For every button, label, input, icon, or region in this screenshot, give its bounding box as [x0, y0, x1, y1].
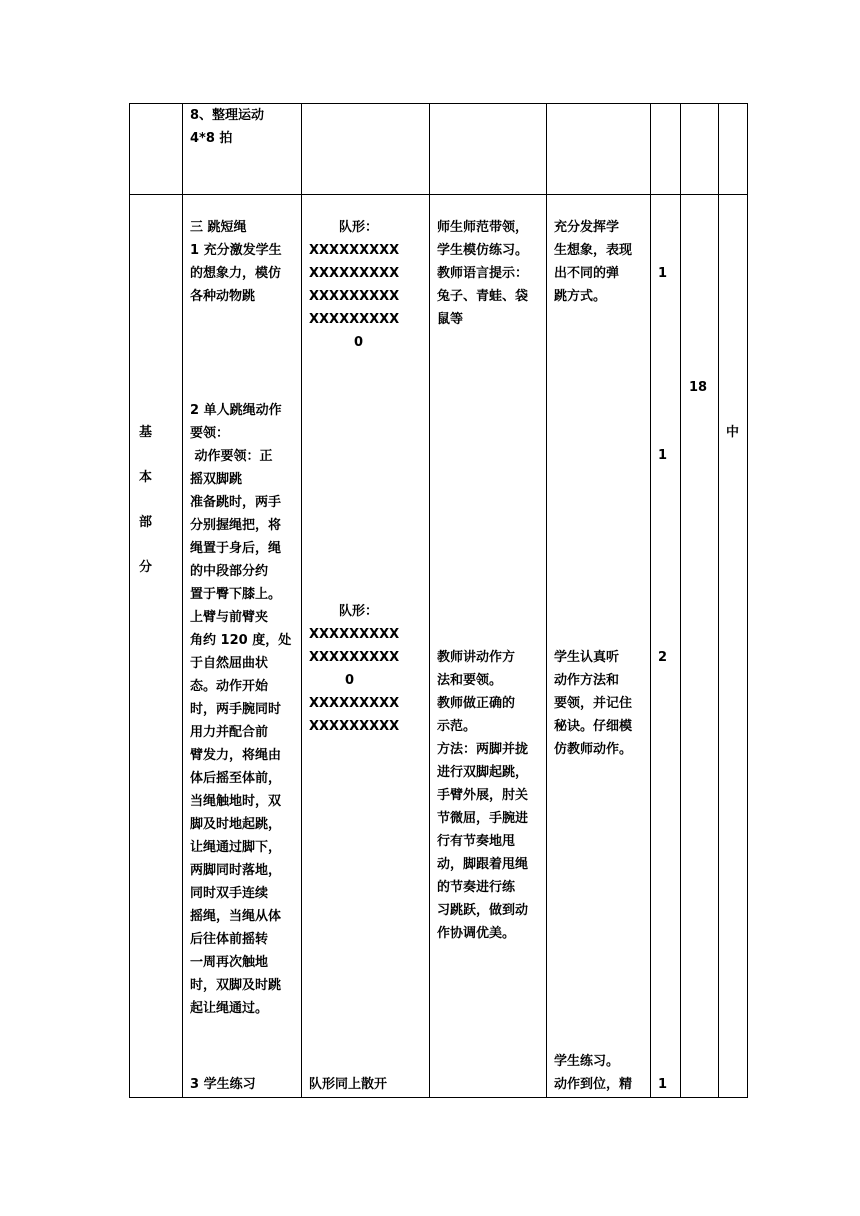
text-line: 用力并配合前 [190, 725, 269, 740]
text-line: 一周再次触地 [190, 955, 269, 970]
formation-row: XXXXXXXXX [309, 696, 400, 711]
text-line: 时，两手腕同时 [190, 702, 282, 717]
text-line: 4*8 拍 [190, 131, 233, 146]
text-line: 两脚同时落地， [190, 863, 282, 878]
student-activity-3 [554, 1050, 632, 1096]
text-line: 节微屈，手腕进 [437, 811, 529, 826]
col-border-7 [718, 103, 719, 1098]
section-label-char: 本 [139, 470, 153, 485]
repetition-count: 1 [658, 448, 668, 463]
text-line: 态。动作开始 [190, 679, 269, 694]
text-line: 于自然屈曲状 [190, 656, 269, 671]
text-line: 的中段部分约 [190, 564, 269, 579]
text-line: 充分发挥学 [554, 220, 620, 235]
col-border-1 [182, 103, 183, 1098]
student-practice-item: 3 学生练习 [190, 1077, 256, 1092]
text-line: 要领，并记住 [554, 696, 633, 711]
text-line: 的节奏进行练 [437, 880, 516, 895]
text-line: 示范。 [437, 719, 477, 734]
text-line: 学生认真听 [554, 650, 620, 665]
text-line: 脚及时地起跳， [190, 817, 282, 832]
text-line: 法和要领。 [437, 673, 503, 688]
text-line: 要领： [190, 426, 230, 441]
text-line: 时，双脚及时跳 [190, 978, 282, 993]
section-label-char: 基 [139, 425, 153, 440]
formation-label: 队形： [339, 604, 379, 619]
jump-rope-intro [190, 216, 282, 308]
teacher-position: 0 [354, 335, 364, 350]
text-line: 动作到位，精 [554, 1077, 633, 1092]
repetition-count: 1 [658, 266, 668, 281]
formation-label: 队形： [339, 220, 379, 235]
col-border-2 [301, 103, 302, 1098]
text-line: 兔子、青蛙、袋 [437, 289, 529, 304]
text-line: 后往体前摇转 [190, 932, 269, 947]
text-line: 教师讲动作方 [437, 650, 516, 665]
text-line: 8、整理运动 [190, 108, 265, 123]
section-label-char: 部 [139, 515, 153, 530]
text-line: 角约 120 度，处 [190, 633, 292, 648]
col-border-0 [129, 103, 130, 1098]
text-line: 摇双脚跳 [190, 472, 243, 487]
text-line: 1 充分激发学生 [190, 243, 282, 258]
text-line: 动作方法和 [554, 673, 620, 688]
single-rope-technique [190, 399, 291, 1020]
row-divider [129, 194, 748, 195]
text-line: 置于臀下膝上。 [190, 587, 282, 602]
text-line: 动，脚跟着甩绳 [437, 857, 529, 872]
text-line: 手臂外展，肘关 [437, 788, 529, 803]
text-line: 习跳跃，做到动 [437, 903, 529, 918]
formation-diagram-2 [309, 600, 399, 738]
text-line: 行有节奏地甩 [437, 834, 516, 849]
text-line: 学生练习。 [554, 1054, 620, 1069]
text-line: 教师语言提示： [437, 266, 529, 281]
col-border-3 [429, 103, 430, 1098]
text-line: 2 单人跳绳动作 [190, 403, 282, 418]
text-line: 方法：两脚并拢 [437, 742, 529, 757]
teacher-activity-2 [437, 646, 528, 945]
col-border-6 [680, 103, 681, 1098]
text-line: 摇绳，当绳从体 [190, 909, 282, 924]
text-line: 秘诀。仔细模 [554, 719, 633, 734]
text-line: 绳置于身后，绳 [190, 541, 282, 556]
col-border-4 [546, 103, 547, 1098]
teacher-position: 0 [345, 673, 355, 688]
repetition-count: 1 [658, 1077, 668, 1092]
text-line: 学生模仿练习。 [437, 243, 529, 258]
formation-row: XXXXXXXXX [309, 627, 400, 642]
text-line: 起让绳通过。 [190, 1001, 269, 1016]
formation-row: XXXXXXXXX [309, 650, 400, 665]
text-line: 进行双脚起跳， [437, 765, 529, 780]
text-line: 三 跳短绳 [190, 220, 247, 235]
text-line: 的想象力，模仿 [190, 266, 282, 281]
text-line: 同时双手连续 [190, 886, 269, 901]
text-line: 出不同的弹 [554, 266, 620, 281]
text-line: 体后摇至体前， [190, 771, 282, 786]
formation-row: XXXXXXXXX [309, 312, 400, 327]
formation-diagram-1 [309, 216, 399, 354]
col-border-8 [747, 103, 748, 1098]
table-bottom-border [129, 1097, 748, 1098]
text-line: 上臂与前臂夹 [190, 610, 269, 625]
formation-note: 队形同上散开 [309, 1077, 388, 1092]
formation-row: XXXXXXXXX [309, 719, 400, 734]
text-line: 跳方式。 [554, 289, 607, 304]
text-line: 各种动物跳 [190, 289, 256, 304]
formation-row: XXXXXXXXX [309, 243, 400, 258]
col-border-5 [650, 103, 651, 1098]
text-line: 分别握绳把，将 [190, 518, 282, 533]
text-line: 让绳通过脚下， [190, 840, 282, 855]
student-activity-2 [554, 646, 632, 761]
text-line: 师生师范带领， [437, 220, 529, 235]
text-line: 作协调优美。 [437, 926, 516, 941]
section-label-char: 分 [139, 560, 153, 575]
teacher-activity-1 [437, 216, 528, 331]
time-minutes: 18 [689, 380, 708, 395]
text-line: 鼠等 [437, 312, 464, 327]
cool-down-item [190, 104, 264, 150]
intensity-level: 中 [726, 425, 740, 440]
text-line: 教师做正确的 [437, 696, 516, 711]
text-line: 仿教师动作。 [554, 742, 633, 757]
text-line: 臂发力，将绳由 [190, 748, 282, 763]
text-line: 生想象，表现 [554, 243, 633, 258]
text-line: 当绳触地时，双 [190, 794, 282, 809]
formation-row: XXXXXXXXX [309, 266, 400, 281]
student-activity-1 [554, 216, 632, 308]
text-line: 准备跳时，两手 [190, 495, 282, 510]
repetition-count: 2 [658, 650, 668, 665]
formation-row: XXXXXXXXX [309, 289, 400, 304]
text-line: 动作要领：正 [190, 449, 273, 464]
